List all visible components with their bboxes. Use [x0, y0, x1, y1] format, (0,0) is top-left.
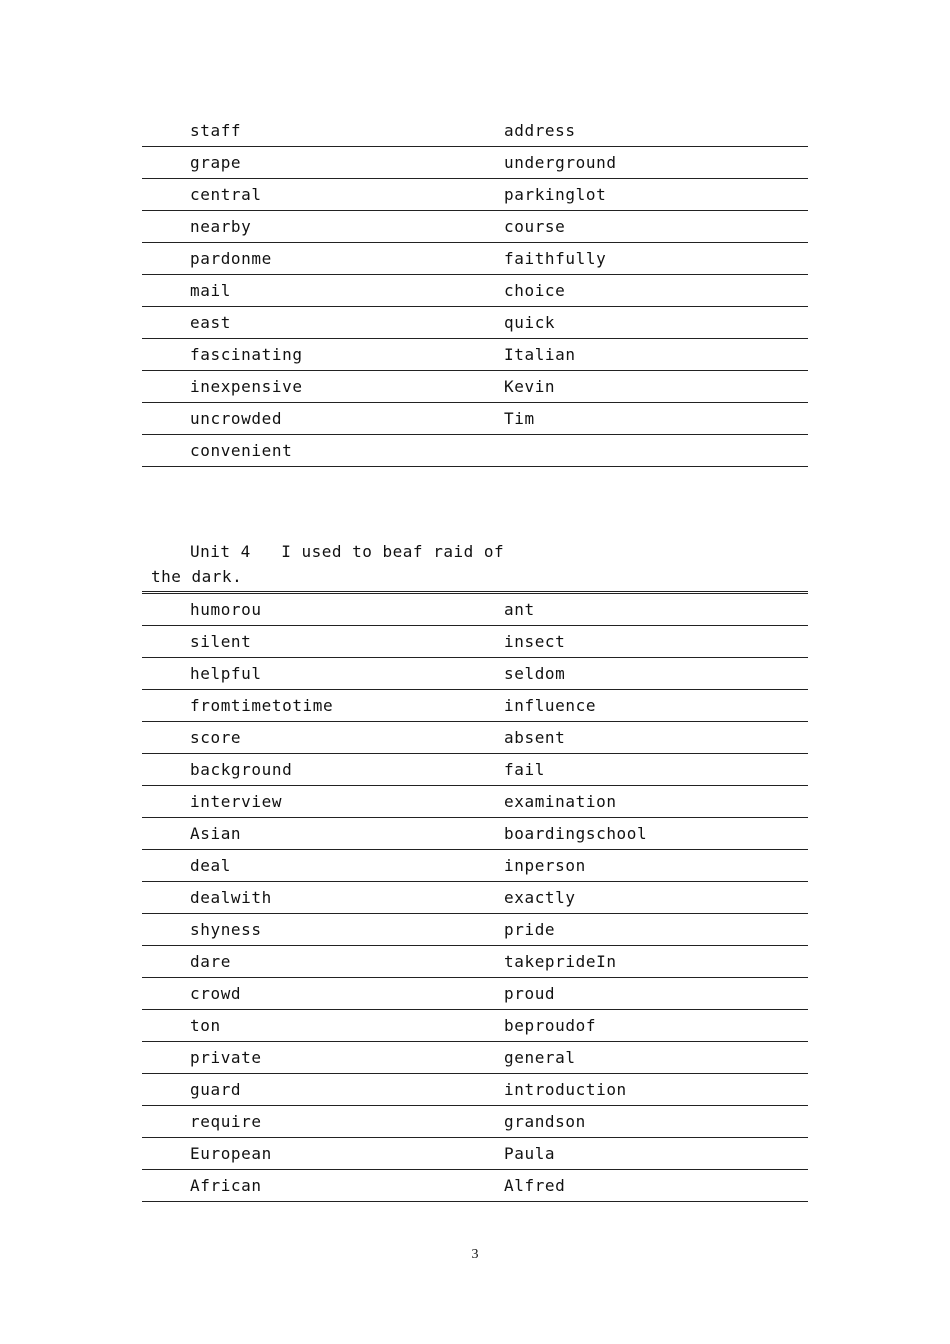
table-row [142, 626, 808, 658]
word-cell-right: insect [504, 632, 566, 651]
unit-heading [142, 540, 808, 594]
word-cell-right: quick [504, 313, 556, 332]
table-row [142, 722, 808, 754]
table-row [142, 243, 808, 275]
word-cell-right: grandson [504, 1112, 586, 1131]
word-cell-right: inperson [504, 856, 586, 875]
table-row [142, 147, 808, 179]
word-cell-right: underground [504, 153, 617, 172]
table-row [142, 435, 808, 467]
word-cell-right: ant [504, 600, 535, 619]
word-cell-right: choice [504, 281, 566, 300]
word-cell-left: Asian [190, 824, 242, 843]
word-cell-left: grape [190, 153, 242, 172]
word-cell-right: general [504, 1048, 576, 1067]
word-cell-left: deal [190, 856, 231, 875]
word-cell-left: guard [190, 1080, 242, 1099]
word-cell-left: helpful [190, 664, 262, 683]
word-cell-left: pardonme [190, 249, 272, 268]
word-cell-left: dealwith [190, 888, 272, 907]
word-cell-left: shyness [190, 920, 262, 939]
word-cell-left: ton [190, 1016, 221, 1035]
table-row [142, 179, 808, 211]
table-row [142, 1138, 808, 1170]
unit-heading-line-1: Unit 4 I used to beaf raid of [190, 542, 505, 561]
word-cell-left: central [190, 185, 262, 204]
table-row [142, 658, 808, 690]
word-cell-left: fromtimetotime [190, 696, 334, 715]
word-cell-right: course [504, 217, 566, 236]
word-cell-right: fail [504, 760, 545, 779]
table-row [142, 978, 808, 1010]
word-cell-right: proud [504, 984, 556, 1003]
word-cell-right: parkinglot [504, 185, 607, 204]
word-cell-left: score [190, 728, 242, 747]
word-cell-left: fascinating [190, 345, 303, 364]
table-row [142, 882, 808, 914]
word-cell-right: address [504, 121, 576, 140]
word-cell-left: inexpensive [190, 377, 303, 396]
word-cell-right: boardingschool [504, 824, 648, 843]
word-cell-left: convenient [190, 441, 293, 460]
word-cell-right: Kevin [504, 377, 556, 396]
table-row [142, 594, 808, 626]
word-cell-right: Alfred [504, 1176, 566, 1195]
word-cell-left: mail [190, 281, 231, 300]
table-row [142, 403, 808, 435]
word-cell-right: Italian [504, 345, 576, 364]
word-cell-left: private [190, 1048, 262, 1067]
word-cell-left: silent [190, 632, 252, 651]
table-row [142, 1010, 808, 1042]
table-row [142, 1042, 808, 1074]
word-cell-right: faithfully [504, 249, 607, 268]
word-cell-right: pride [504, 920, 556, 939]
word-cell-right: Tim [504, 409, 535, 428]
word-cell-left: crowd [190, 984, 242, 1003]
table-row [142, 275, 808, 307]
word-cell-left: interview [190, 792, 283, 811]
word-cell-right: examination [504, 792, 617, 811]
table-row [142, 307, 808, 339]
table-row [142, 818, 808, 850]
table-row [142, 339, 808, 371]
word-cell-right: seldom [504, 664, 566, 683]
word-cell-left: background [190, 760, 293, 779]
table-row [142, 211, 808, 243]
word-cell-right: exactly [504, 888, 576, 907]
word-cell-right: beproudof [504, 1016, 597, 1035]
word-cell-left: uncrowded [190, 409, 283, 428]
word-cell-left: staff [190, 121, 242, 140]
word-cell-left: require [190, 1112, 262, 1131]
word-cell-left: east [190, 313, 231, 332]
word-cell-right: Paula [504, 1144, 556, 1163]
word-cell-right: takeprideIn [504, 952, 617, 971]
table-row [142, 115, 808, 147]
table-row [142, 690, 808, 722]
table-row [142, 371, 808, 403]
word-cell-left: European [190, 1144, 272, 1163]
word-cell-right: introduction [504, 1080, 627, 1099]
word-cell-left: nearby [190, 217, 252, 236]
vocabulary-table-1 [142, 115, 808, 467]
vocabulary-table-2 [142, 594, 808, 1202]
table-row [142, 1106, 808, 1138]
table-row [142, 754, 808, 786]
word-cell-left: African [190, 1176, 262, 1195]
word-cell-right: absent [504, 728, 566, 747]
table-row [142, 914, 808, 946]
table-row [142, 850, 808, 882]
word-cell-right: influence [504, 696, 597, 715]
word-cell-left: dare [190, 952, 231, 971]
table-row [142, 786, 808, 818]
table-row [142, 1074, 808, 1106]
word-cell-left: humorou [190, 600, 262, 619]
table-row [142, 1170, 808, 1202]
table-row [142, 946, 808, 978]
page-number: 3 [471, 1247, 479, 1262]
unit-heading-line-2: the dark. [151, 567, 243, 586]
